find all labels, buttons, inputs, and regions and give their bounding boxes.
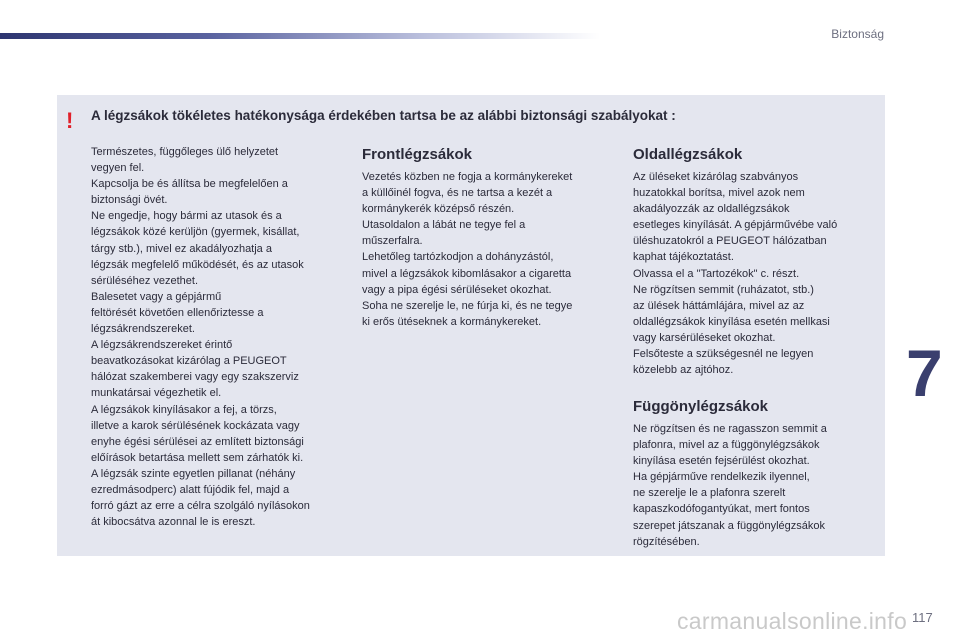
curtain-line: kinyílása esetén fejsérülést okozhat.: [633, 455, 810, 468]
page-number: 117: [912, 610, 933, 625]
front-line: a küllőinél fogva, és ne tartsa a kezét a: [362, 187, 553, 200]
general-line: forró gázt az erre a célra szolgáló nyílásokon: [91, 500, 310, 513]
general-line: munkatársai végezhetik el.: [91, 387, 222, 400]
side-line: esetleges kinyílását. A gépjárművébe való: [633, 219, 838, 232]
side-line: huzatokkal borítsa, mivel azok nem: [633, 187, 805, 200]
general-line: Természetes, függőleges ülő helyzetet: [91, 146, 279, 158]
side-airbags-heading: Oldallégzsákok: [633, 146, 743, 163]
front-line: vagy a pipa égési sérüléseket okozhat.: [362, 283, 552, 296]
curtain-airbags-text: [633, 421, 873, 550]
side-line: az ülések háttámlájára, mivel az az: [633, 299, 805, 312]
curtain-line: szerepet játszanak a függönylégzsákok: [633, 519, 826, 532]
general-line: át kibocsátva azonnal le is ereszt.: [91, 516, 256, 529]
front-line: Vezetés közben ne fogja a kormánykereket: [362, 171, 573, 183]
side-line: üléshuzatokról a PEUGEOT hálózatban: [633, 235, 827, 248]
side-line: oldallégzsákok kinyílása esetén mellkasi: [633, 315, 830, 328]
section-title: Biztonság: [831, 27, 884, 41]
front-line: Lehetőleg tartózkodjon a dohányzástól,: [362, 251, 554, 264]
general-line: biztonsági övét.: [91, 194, 168, 207]
general-line: enyhe égési sérülései az említett biztonsági: [91, 435, 304, 448]
general-line: illetve a karok sérülésének kockázata vagy: [91, 419, 300, 432]
general-line: tárgy stb.), mivel ez akadályozhatja a: [91, 242, 272, 255]
curtain-line: kapaszkodófogantyúkat, mert fontos: [633, 503, 810, 516]
general-line: ezredmásodperc) alatt fújódik fel, majd a: [91, 483, 290, 496]
curtain-airbags-heading: Függönylégzsákok: [633, 398, 769, 415]
general-line: légzsákrendszereket.: [91, 323, 195, 336]
front-airbags-heading: Frontlégzsákok: [362, 146, 473, 163]
general-line: légzsákok közé kerüljön (gyermek, kisállat,: [91, 226, 300, 239]
side-line: Az üléseket kizárólag szabványos: [633, 171, 799, 183]
general-rules-text: [91, 144, 351, 530]
side-line: közelebb az ajtóhoz.: [633, 364, 734, 377]
exclamation-icon: !: [66, 108, 74, 133]
side-airbags-text: [633, 169, 873, 378]
header-gradient-bar: [0, 33, 600, 39]
general-line: Ne engedje, hogy bármi az utasok és a: [91, 210, 282, 223]
front-line: Utasoldalon a lábát ne tegye fel a: [362, 219, 526, 232]
safety-headline: A légzsákok tökéletes hatékonysága érdekében tartsa be az alábbi biztonsági szabályokat :: [91, 108, 676, 123]
front-line: mivel a légzsákok kibomlásakor a cigaretta: [362, 267, 572, 280]
chapter-number: 7: [906, 336, 943, 410]
front-airbags-text: [362, 169, 622, 330]
general-line: A légzsákok kinyílásakor a fej, a törzs,: [91, 403, 277, 416]
general-line: légzsák megfelelő működését, és az utasok: [91, 258, 304, 271]
curtain-line: plafonra, mivel az a függönylégzsákok: [633, 439, 820, 452]
general-line: hálózat szakemberei vagy egy szakszerviz: [91, 371, 299, 384]
watermark-text: carmanualsonline.info: [677, 608, 908, 634]
general-line: feltörését követően ellenőriztesse a: [91, 306, 264, 319]
curtain-line: Ha gépjárműve rendelkezik ilyennel,: [633, 471, 810, 484]
side-line: Ne rögzítsen semmit (ruházatot, stb.): [633, 283, 814, 296]
curtain-line: rögzítésében.: [633, 535, 700, 548]
side-line: vagy karsérüléseket okozhat.: [633, 331, 776, 344]
front-line: műszerfalra.: [362, 235, 423, 248]
general-line: A légzsákrendszereket érintő: [91, 339, 233, 352]
curtain-line: Ne rögzítsen és ne ragasszon semmit a: [633, 423, 827, 435]
side-line: akadályozzák az oldallégzsákok: [633, 203, 790, 216]
general-line: Kapcsolja be és állítsa be megfelelően a: [91, 178, 288, 191]
front-line: Soha ne szerelje le, ne fúrja ki, és ne tegye: [362, 299, 573, 312]
general-line: A légzsák szinte egyetlen pillanat (néhány: [91, 467, 296, 480]
general-line: vegyen fel.: [91, 162, 145, 175]
front-line: ki erős ütéseknek a kormánykereket.: [362, 315, 542, 328]
curtain-line: ne szerelje le a plafonra szerelt: [633, 487, 786, 500]
side-line: Felsőteste a szükségesnél ne legyen: [633, 348, 814, 361]
side-line: Olvassa el a "Tartozékok" c. részt.: [633, 267, 800, 280]
general-line: Balesetet vagy a gépjármű: [91, 290, 222, 303]
front-line: kormánykerék középső részén.: [362, 203, 515, 216]
general-line: előírások betartása mellett sem zárhatók ki.: [91, 451, 304, 464]
general-line: sérüléséhez vezethet.: [91, 274, 199, 287]
general-line: beavatkozásokat kizárólag a PEUGEOT: [91, 355, 287, 368]
side-line: kaphat tájékoztatást.: [633, 251, 734, 264]
